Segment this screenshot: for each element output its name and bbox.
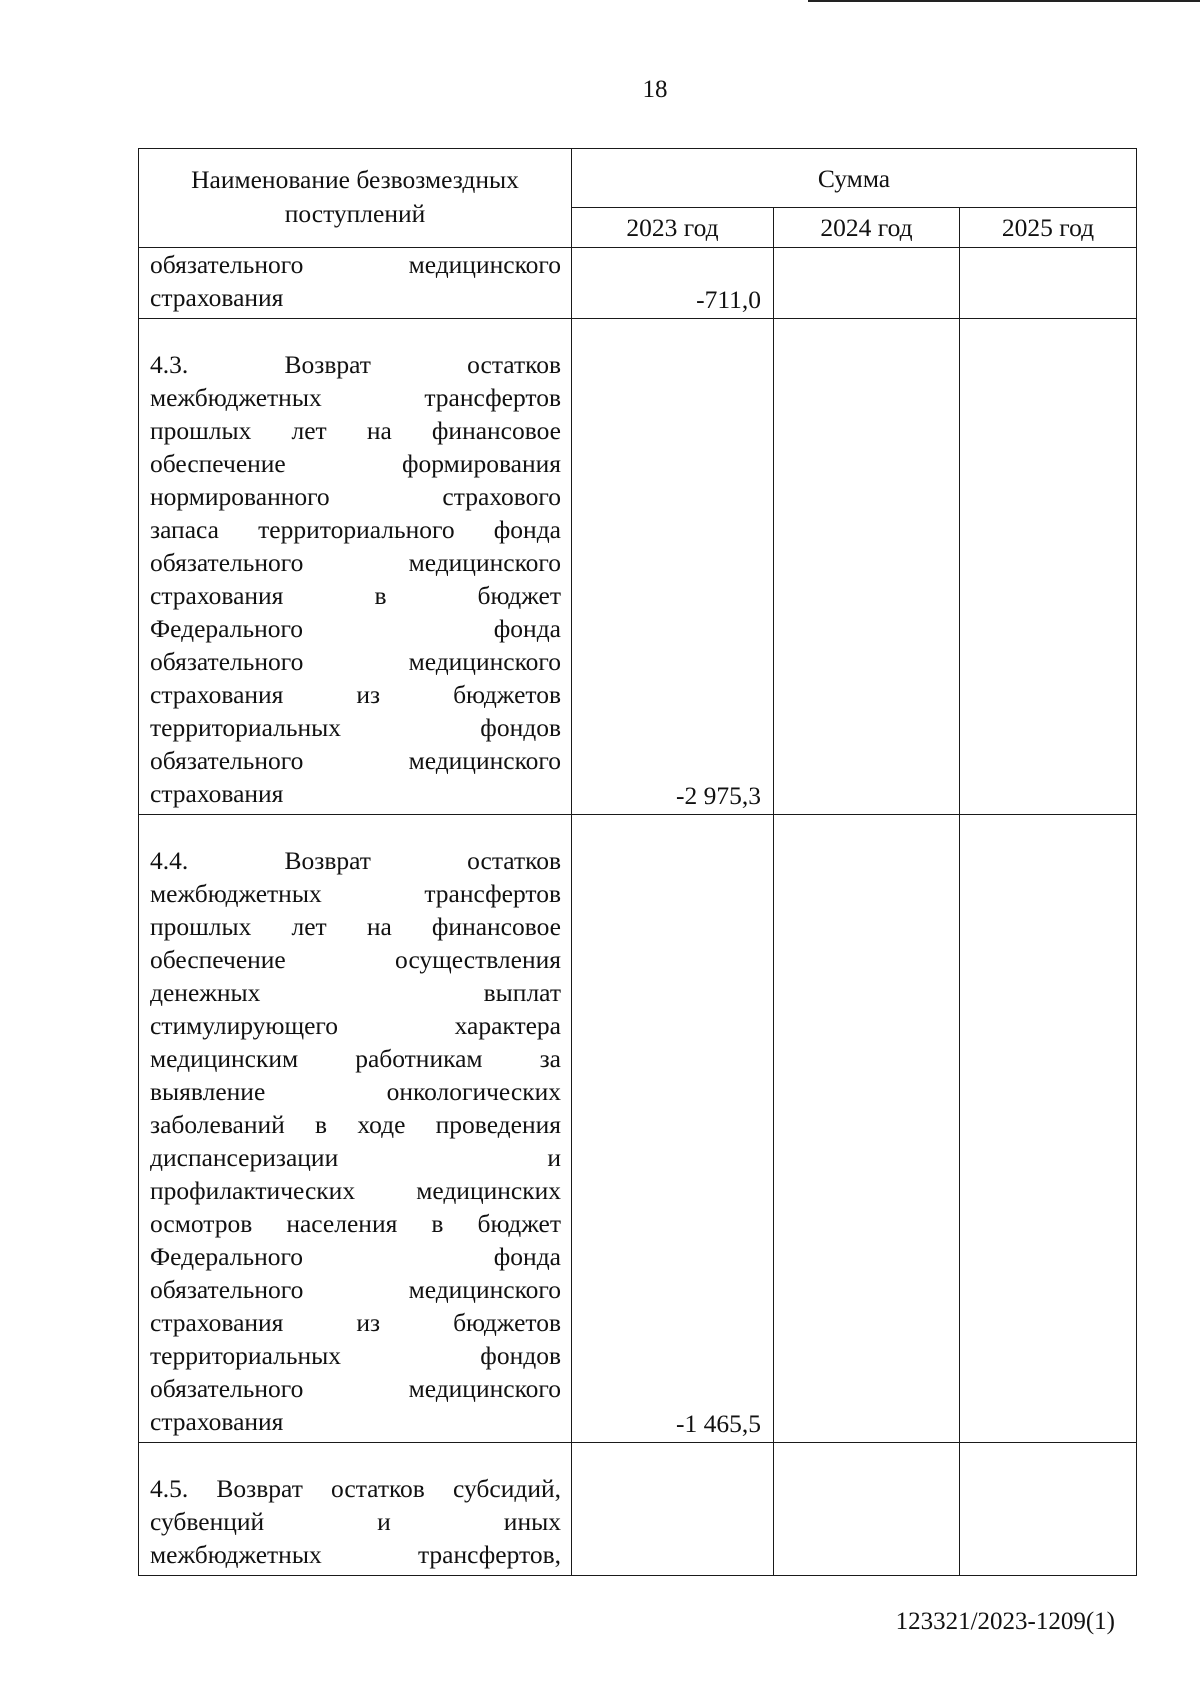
table-row xyxy=(139,319,1137,815)
name-line: осмотров населения в бюджет xyxy=(150,1209,561,1238)
name-line: медицинским работникам за xyxy=(150,1044,561,1073)
name-line: 4.4. Возврат остатков xyxy=(150,846,561,875)
top-rule xyxy=(808,0,1200,2)
name-line: стимулирующего характера xyxy=(150,1011,561,1040)
table-row xyxy=(139,248,1137,319)
value-2023: -711,0 xyxy=(572,248,774,319)
header-name: Наименование безвозмездных поступлений xyxy=(139,149,572,248)
table-row xyxy=(139,1443,1137,1576)
value-2023: -2 975,3 xyxy=(572,319,774,815)
name-line: субвенций и иных xyxy=(150,1507,561,1536)
header-year-2024: 2024 год xyxy=(774,208,960,248)
header-year-2023: 2023 год xyxy=(572,208,774,248)
value-2024 xyxy=(774,319,960,815)
table-row xyxy=(139,815,1137,1443)
name-line: страхования в бюджет xyxy=(150,581,561,610)
name-line: нормированного страхового xyxy=(150,482,561,511)
name-line: Федерального фонда xyxy=(150,614,561,643)
row-name xyxy=(139,248,572,319)
name-line: Федерального фонда xyxy=(150,1242,561,1271)
name-line: профилактических медицинских xyxy=(150,1176,561,1205)
name-line: страхования из бюджетов xyxy=(150,1308,561,1337)
budget-table xyxy=(138,148,1137,1576)
name-line: выявление онкологических xyxy=(150,1077,561,1106)
name-line: страхования xyxy=(150,779,284,808)
name-line: межбюджетных трансфертов, xyxy=(150,1540,561,1569)
name-line: обязательного медицинского xyxy=(150,548,561,577)
value-2023 xyxy=(572,1443,774,1576)
value-2025 xyxy=(960,815,1137,1443)
name-line: обязательного медицинского xyxy=(150,647,561,676)
name-line: обязательного медицинского xyxy=(150,746,561,775)
name-line: межбюджетных трансфертов xyxy=(150,383,561,412)
name-line: территориальных фондов xyxy=(150,713,561,742)
name-line: обязательного медицинского xyxy=(150,1374,561,1403)
value-2025 xyxy=(960,1443,1137,1576)
name-line: территориальных фондов xyxy=(150,1341,561,1370)
page-number: 18 xyxy=(642,76,668,103)
value-2023: -1 465,5 xyxy=(572,815,774,1443)
name-line: обеспечение формирования xyxy=(150,449,561,478)
name-line: обязательного медицинского xyxy=(150,1275,561,1304)
name-line: запаса территориального фонда xyxy=(150,515,561,544)
name-line: заболеваний в ходе проведения xyxy=(150,1110,561,1139)
value-2024 xyxy=(774,1443,960,1576)
row-name xyxy=(139,319,572,815)
name-line: прошлых лет на финансовое xyxy=(150,416,561,445)
value-2024 xyxy=(774,248,960,319)
row-name xyxy=(139,1443,572,1576)
name-line: страхования xyxy=(150,1407,284,1436)
value-2025 xyxy=(960,319,1137,815)
name-line: обеспечение осуществления xyxy=(150,945,561,974)
value-2024 xyxy=(774,815,960,1443)
header-sum: Сумма xyxy=(572,149,1137,208)
document-registration-number: 123321/2023-1209(1) xyxy=(895,1608,1115,1635)
value-2025 xyxy=(960,248,1137,319)
header-row xyxy=(139,149,1137,208)
name-line: прошлых лет на финансовое xyxy=(150,912,561,941)
name-line: денежных выплат xyxy=(150,978,561,1007)
name-line: 4.3. Возврат остатков xyxy=(150,350,561,379)
name-line: обязательного медицинского xyxy=(150,250,561,279)
name-line: страхования из бюджетов xyxy=(150,680,561,709)
name-line: межбюджетных трансфертов xyxy=(150,879,561,908)
header-year-2025: 2025 год xyxy=(960,208,1137,248)
name-line: 4.5. Возврат остатков субсидий, xyxy=(150,1474,561,1503)
row-name xyxy=(139,815,572,1443)
name-line: диспансеризации и xyxy=(150,1143,561,1172)
name-line: страхования xyxy=(150,283,284,312)
